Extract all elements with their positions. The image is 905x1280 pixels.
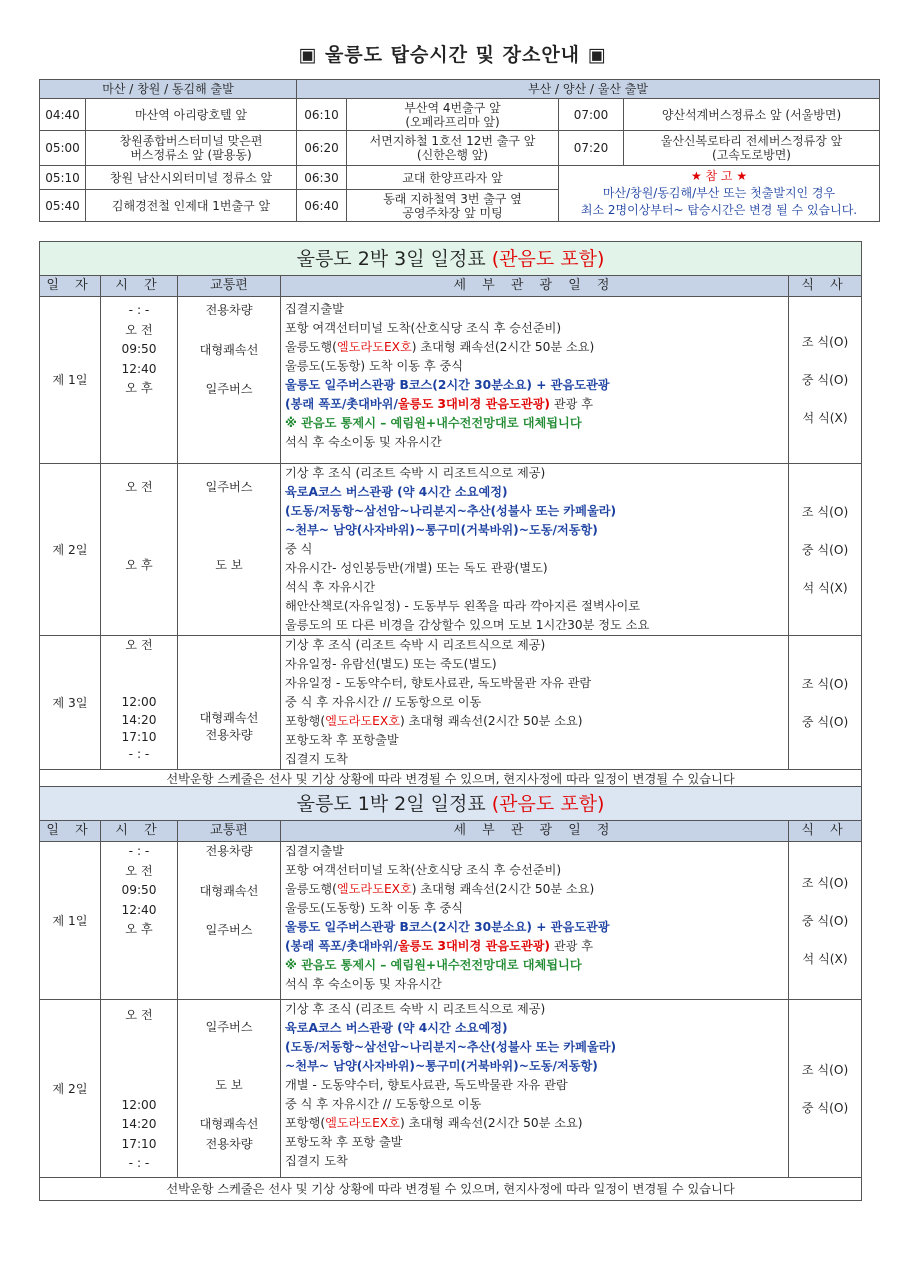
detail-line: 중 식 후 자유시간 // 도동항으로 이동	[285, 1097, 482, 1111]
schedule-1n2d-table	[39, 786, 862, 1201]
col-detail: 세 부 관 광 일 정	[281, 821, 789, 842]
col-day: 일 자	[40, 276, 101, 297]
col-day: 일 자	[40, 821, 101, 842]
col-transport: 교통편	[178, 276, 281, 297]
detail-cell: 집결지출발 포항 여객선터미널 도착(산호식당 조식 후 승선준비) 울릉도행(엘도라도EX호) 초대형 쾌속선(2시간 50분 소요) 울릉도(도동항) 도착 이동 후 중식 울릉도 일주버스관광 B코스(2시간 30분소요) + 관음도관광 (봉래 폭포/촛대바위/울릉도 3대비경 관음도관광) 관광 후 ※ 관음도 통제시 – 예림원+내수전전망대로 대체됩니다 석식 후 숙소이동 및 자유시간	[281, 842, 789, 1000]
pickup-place: 교대 한양프라자 앞	[347, 166, 559, 190]
schedule-title: 울릉도 2박 3일 일정표 (관음도 포함)	[40, 242, 862, 276]
detail-line: 육로A코스 버스관광 (약 4시간 소요예정)	[285, 1021, 508, 1035]
page-title: ▣ 울릉도 탑승시간 및 장소안내 ▣	[298, 44, 607, 66]
detail-cell	[281, 1000, 789, 1178]
detail-line: 자유일정- 유람선(별도) 또는 죽도(별도)	[285, 657, 497, 671]
detail-line: 자유일정 - 도동약수터, 향토사료관, 독도박물관 자유 관람	[285, 676, 592, 690]
meal-cell: 조 식(O) 중 식(O)	[789, 1000, 862, 1178]
detail-line: 중 식	[285, 542, 313, 556]
detail-line: 기상 후 조식 (리조트 숙박 시 리조트식으로 제공)	[285, 466, 546, 480]
detail-line: 포항도착 후 포항 출발	[285, 1135, 403, 1149]
detail-line: 집결지 도착	[285, 1154, 348, 1168]
meal-cell: 조 식(O) 중 식(O)	[789, 636, 862, 770]
times-cell: 오 전 12:00 14:20 17:10 - : -	[101, 636, 178, 770]
detail-line: (도동/저동항~삼선암~나리분지~추산(성불사 또는 카페울라)	[285, 504, 617, 518]
pickup-time: 05:00	[40, 131, 86, 166]
col-detail: 세 부 관 광 일 정	[281, 276, 789, 297]
day-label: 제 1일	[40, 297, 101, 464]
detail-line: ~천부~ 남양(사자바위)~통구미(거북바위)~도동/저동항)	[285, 1059, 598, 1073]
detail-line: 포항행(엘도라도EX호) 초대형 쾌속선(2시간 50분 소요)	[285, 714, 583, 728]
day-label: 제 3일	[40, 636, 101, 770]
detail-line: 기상 후 조식 (리조트 숙박 시 리조트식으로 제공)	[285, 638, 546, 652]
times-cell: - : - 오 전 09:50 12:40 오 후	[101, 297, 178, 464]
pickup-time: 06:20	[297, 131, 347, 166]
day-label: 제 2일	[40, 464, 101, 636]
col-time: 시 간	[101, 821, 178, 842]
schedule-title: 울릉도 1박 2일 일정표 (관음도 포함)	[40, 787, 862, 821]
meal-cell: 조 식(O) 중 식(O) 석 식(X)	[789, 842, 862, 1000]
detail-line: 해안산책로(자유일정) - 도동부두 왼쪽을 따라 깍아지른 절벽사이로	[285, 599, 641, 613]
transport-cell: 전용차량 대형쾌속선 일주버스	[178, 297, 281, 464]
pickup-place: 울산신복로타리 전세버스정류장 앞 (고속도로방면)	[624, 131, 880, 166]
pickup-place: 창원종합버스터미널 맞은편 버스정류소 앞 (팔용동)	[86, 131, 297, 166]
pickup-time: 05:40	[40, 190, 86, 222]
schedule-2n3d-table	[39, 241, 862, 788]
detail-line: 포항행(엘도라도EX호) 초대형 쾌속선(2시간 50분 소요)	[285, 1116, 583, 1130]
schedule-footnote: 선박운항 스케줄은 선사 및 기상 상황에 따라 변경될 수 있으며, 현지사정에 따라 일정이 변경될 수 있습니다	[40, 770, 862, 788]
col-meal: 식 사	[789, 821, 862, 842]
times-cell: - : - 오 전 09:50 12:40 오 후	[101, 842, 178, 1000]
pickup-time: 06:40	[297, 190, 347, 222]
meal-cell: 조 식(O) 중 식(O) 석 식(X)	[789, 464, 862, 636]
pickup-note: ★ 참 고 ★ 마산/창원/동김해/부산 또는 첫출발지인 경우 최소 2명이상부터~ 탑승시간은 변경 될 수 있습니다.	[559, 166, 880, 222]
pickup-time: 07:20	[559, 131, 624, 166]
pickup-place: 김해경전철 인제대 1번출구 앞	[86, 190, 297, 222]
times-cell: 오 전 오 후	[101, 464, 178, 636]
pickup-time: 07:00	[559, 99, 624, 131]
detail-line: 육로A코스 버스관광 (약 4시간 소요예정)	[285, 485, 508, 499]
times-cell: 오 전 12:00 14:20 17:10 - : -	[101, 1000, 178, 1178]
detail-line: 중 식 후 자유시간 // 도동항으로 이동	[285, 695, 482, 709]
detail-cell	[281, 464, 789, 636]
detail-line: 석식 후 자유시간	[285, 580, 376, 594]
pickup-place: 양산석계버스정류소 앞 (서울방면)	[624, 99, 880, 131]
col-meal: 식 사	[789, 276, 862, 297]
pickup-left-header: 마산 / 창원 / 동김해 출발	[40, 80, 297, 99]
pickup-place: 마산역 아리랑호텔 앞	[86, 99, 297, 131]
schedule-footnote: 선박운항 스케줄은 선사 및 기상 상황에 따라 변경될 수 있으며, 현지사정에 따라 일정이 변경될 수 있습니다	[40, 1178, 862, 1201]
pickup-place: 서면지하철 1호선 12번 출구 앞 (신한은행 앞)	[347, 131, 559, 166]
day-label: 제 2일	[40, 1000, 101, 1178]
pickup-table	[39, 79, 880, 222]
note-title: ★ 참 고 ★	[690, 169, 748, 183]
detail-line: 포항도착 후 포항출발	[285, 733, 399, 747]
detail-line: 기상 후 조식 (리조트 숙박 시 리조트식으로 제공)	[285, 1002, 546, 1016]
day-label: 제 1일	[40, 842, 101, 1000]
col-time: 시 간	[101, 276, 178, 297]
pickup-place: 창원 남산시외터미널 정류소 앞	[86, 166, 297, 190]
detail-cell: 집결지출발 포항 여객선터미널 도착(산호식당 조식 후 승선준비) 울릉도행(엘도라도EX호) 초대형 쾌속선(2시간 50분 소요) 울릉도(도동항) 도착 이동 후 중식 울릉도 일주버스관광 B코스(2시간 30분소요) + 관음도관광 (봉래 폭포/촛대바위/울릉도 3대비경 관음도관광) 관광 후 ※ 관음도 통제시 – 예림원+내수전전망대로 대체됩니다 석식 후 숙소이동 및 자유시간	[281, 297, 789, 464]
pickup-right-header: 부산 / 양산 / 울산 출발	[297, 80, 880, 99]
detail-line: (도동/저동항~삼선암~나리분지~추산(성불사 또는 카페울라)	[285, 1040, 617, 1054]
pickup-place: 부산역 4번출구 앞 (오페라프리마 앞)	[347, 99, 559, 131]
detail-line: 개별 - 도동약수터, 향토사료관, 독도박물관 자유 관람	[285, 1078, 568, 1092]
pickup-place: 동래 지하철역 3번 출구 옆 공영주차장 앞 미팅	[347, 190, 559, 222]
detail-line: ~천부~ 남양(사자바위)~통구미(거북바위)~도동/저동항)	[285, 523, 598, 537]
pickup-time: 04:40	[40, 99, 86, 131]
detail-cell	[281, 636, 789, 770]
transport-cell: 일주버스 도 보	[178, 464, 281, 636]
pickup-time: 06:10	[297, 99, 347, 131]
detail-line: 울릉도의 또 다른 비경을 감상할수 있으며 도보 1시간30분 정도 소요	[285, 618, 650, 632]
detail-line: 집결지 도착	[285, 752, 348, 766]
detail-line: 자유시간- 성인봉등반(개별) 또는 독도 관광(별도)	[285, 561, 548, 575]
transport-cell: 일주버스 도 보 대형쾌속선 전용차량	[178, 1000, 281, 1178]
transport-cell: 전용차량 대형쾌속선 일주버스	[178, 842, 281, 1000]
pickup-time: 05:10	[40, 166, 86, 190]
transport-cell: 대형쾌속선 전용차량	[178, 636, 281, 770]
meal-cell: 조 식(O) 중 식(O) 석 식(X)	[789, 297, 862, 464]
col-transport: 교통편	[178, 821, 281, 842]
pickup-time: 06:30	[297, 166, 347, 190]
